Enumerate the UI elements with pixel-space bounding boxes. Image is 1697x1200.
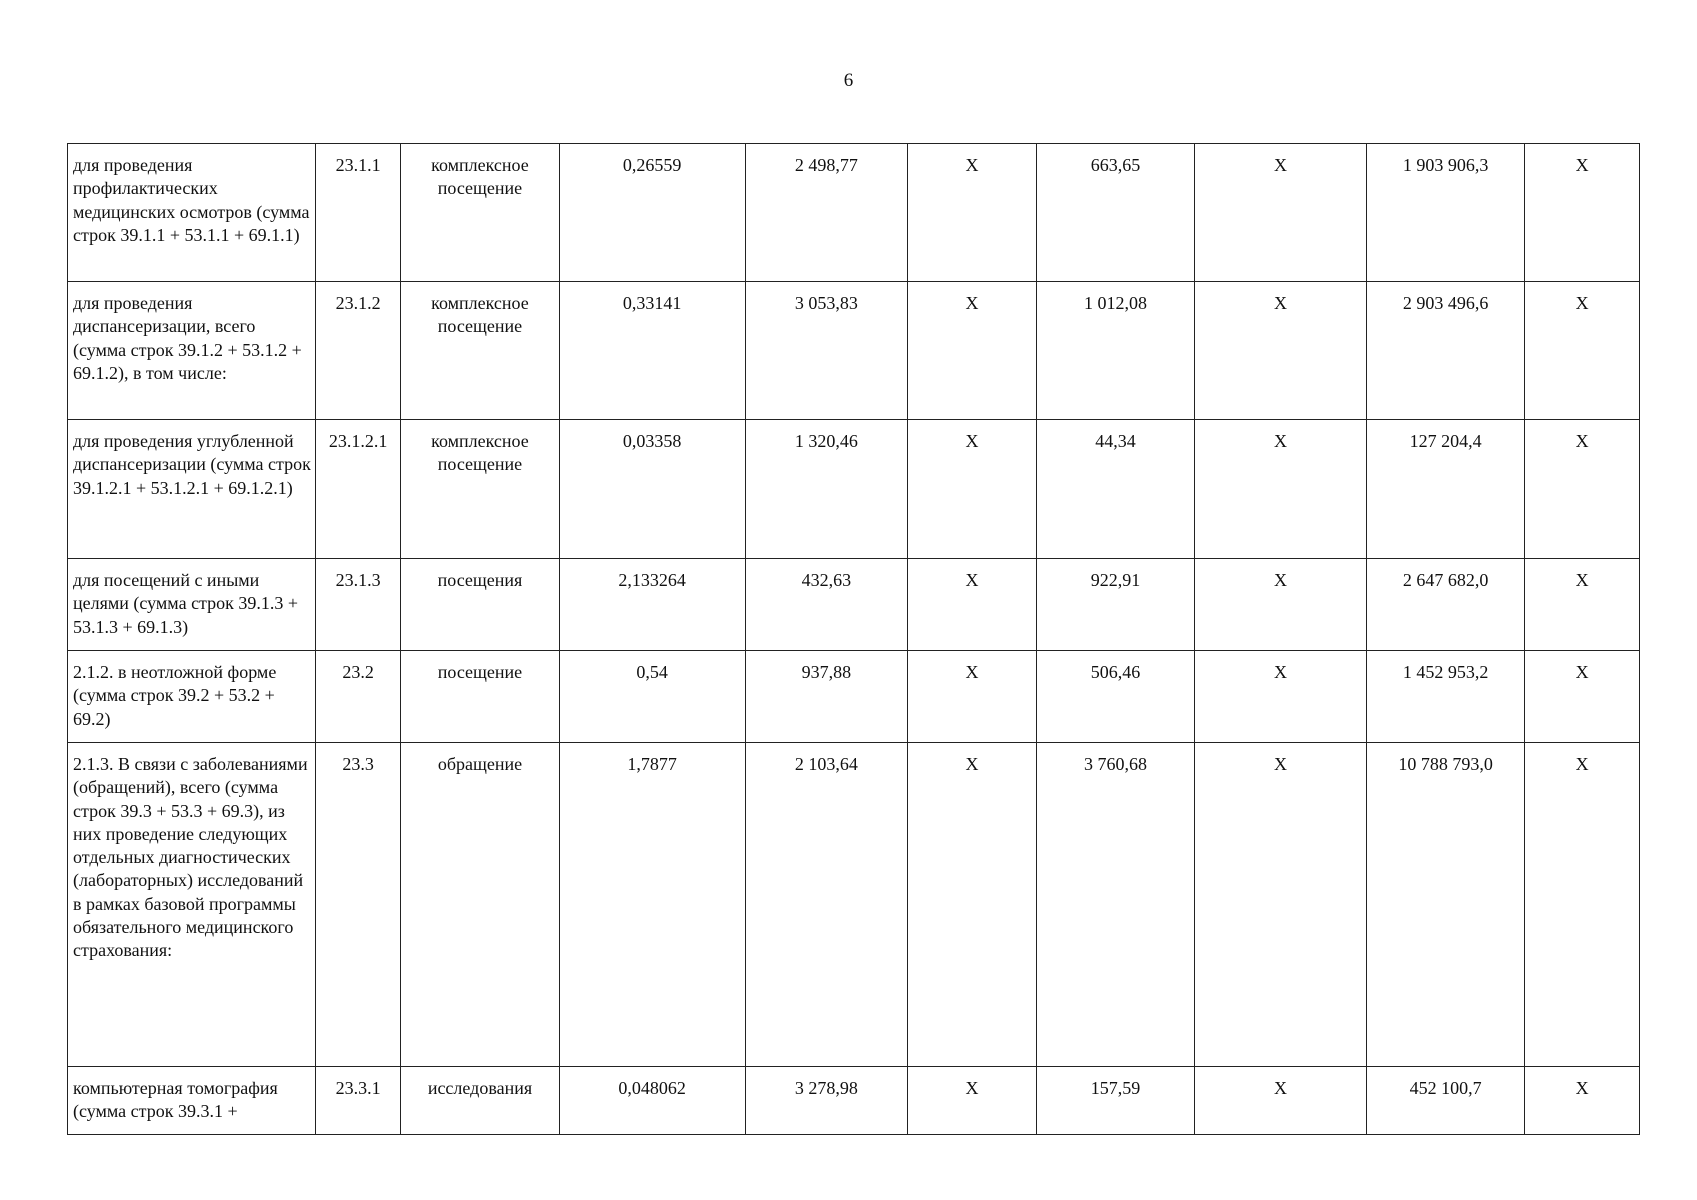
table-cell: 1,7877 xyxy=(559,743,745,1067)
table-cell: X xyxy=(1194,144,1366,282)
row-name-cell: для проведения диспансеризации, всего (сумма строк 39.1.2 + 53.1.2 + 69.1.2), в том числе: xyxy=(68,282,316,420)
table-cell: 0,03358 xyxy=(559,420,745,559)
table-cell: 2 647 682,0 xyxy=(1367,559,1525,651)
row-name-cell: для проведения углубленной диспансеризации (сумма строк 39.1.2.1 + 53.1.2.1 + 69.1.2.1) xyxy=(68,420,316,559)
table-cell: 44,34 xyxy=(1036,420,1194,559)
table-cell: 10 788 793,0 xyxy=(1367,743,1525,1067)
row-unit-cell: обращение xyxy=(401,743,559,1067)
row-name-cell: 2.1.2. в неотложной форме (сумма строк 39.2 + 53.2 + 69.2) xyxy=(68,651,316,743)
table-cell: 506,46 xyxy=(1036,651,1194,743)
table-cell: 0,26559 xyxy=(559,144,745,282)
row-unit-cell: комплексное посещение xyxy=(401,420,559,559)
row-code-cell: 23.2 xyxy=(315,651,401,743)
table-cell: 663,65 xyxy=(1036,144,1194,282)
page-number: 6 xyxy=(843,70,854,91)
row-code-cell: 23.3 xyxy=(315,743,401,1067)
table-cell: 0,33141 xyxy=(559,282,745,420)
table-cell: X xyxy=(1194,651,1366,743)
table-cell: 922,91 xyxy=(1036,559,1194,651)
table-row xyxy=(68,743,1640,1067)
row-unit-cell: комплексное посещение xyxy=(401,282,559,420)
row-name-cell: для проведения профилактических медицинских осмотров (сумма строк 39.1.1 + 53.1.1 + 69.1.1) xyxy=(68,144,316,282)
table-cell: 2 903 496,6 xyxy=(1367,282,1525,420)
table-cell: 3 760,68 xyxy=(1036,743,1194,1067)
table-cell: 3 278,98 xyxy=(745,1067,907,1135)
table-cell: 3 053,83 xyxy=(745,282,907,420)
row-unit-cell: комплексное посещение xyxy=(401,144,559,282)
row-code-cell: 23.1.2.1 xyxy=(315,420,401,559)
table-cell: X xyxy=(908,420,1037,559)
table-cell: 1 452 953,2 xyxy=(1367,651,1525,743)
table-cell: 937,88 xyxy=(745,651,907,743)
table-cell: X xyxy=(1525,1067,1640,1135)
data-table xyxy=(67,143,1640,1135)
table-row xyxy=(68,282,1640,420)
row-code-cell: 23.1.2 xyxy=(315,282,401,420)
table-cell: 452 100,7 xyxy=(1367,1067,1525,1135)
table-row xyxy=(68,1067,1640,1135)
row-unit-cell: посещение xyxy=(401,651,559,743)
table-cell: 0,048062 xyxy=(559,1067,745,1135)
table-cell: X xyxy=(1525,559,1640,651)
table-cell: 1 903 906,3 xyxy=(1367,144,1525,282)
table-cell: 127 204,4 xyxy=(1367,420,1525,559)
table-cell: X xyxy=(1525,420,1640,559)
table-cell: X xyxy=(908,282,1037,420)
table-cell: X xyxy=(1525,743,1640,1067)
table-cell: X xyxy=(1194,743,1366,1067)
table-cell: 157,59 xyxy=(1036,1067,1194,1135)
table-cell: X xyxy=(1525,282,1640,420)
table-row xyxy=(68,651,1640,743)
table-cell: 1 320,46 xyxy=(745,420,907,559)
table-cell: X xyxy=(1194,1067,1366,1135)
table-row xyxy=(68,144,1640,282)
table-cell: X xyxy=(908,743,1037,1067)
table-cell: X xyxy=(908,144,1037,282)
row-unit-cell: посещения xyxy=(401,559,559,651)
table-cell: 432,63 xyxy=(745,559,907,651)
table-cell: X xyxy=(908,559,1037,651)
row-code-cell: 23.3.1 xyxy=(315,1067,401,1135)
row-code-cell: 23.1.1 xyxy=(315,144,401,282)
row-name-cell: 2.1.3. В связи с заболеваниями (обращений), всего (сумма строк 39.3 + 53.3 + 69.3), из них проведение следующих отдельных диагностических (лабораторных) исследований в рамках базовой программы обязательного медицинского страхования: xyxy=(68,743,316,1067)
table-cell: 0,54 xyxy=(559,651,745,743)
row-code-cell: 23.1.3 xyxy=(315,559,401,651)
row-name-cell: компьютерная томография (сумма строк 39.3.1 + xyxy=(68,1067,316,1135)
row-unit-cell: исследования xyxy=(401,1067,559,1135)
table-cell: 2 498,77 xyxy=(745,144,907,282)
table-cell: X xyxy=(908,651,1037,743)
table-cell: 1 012,08 xyxy=(1036,282,1194,420)
table-cell: X xyxy=(1525,144,1640,282)
table-row xyxy=(68,559,1640,651)
table-row xyxy=(68,420,1640,559)
table-cell: X xyxy=(1194,559,1366,651)
table-cell: X xyxy=(908,1067,1037,1135)
table-cell: 2 103,64 xyxy=(745,743,907,1067)
row-name-cell: для посещений с иными целями (сумма строк 39.1.3 + 53.1.3 + 69.1.3) xyxy=(68,559,316,651)
table-cell: X xyxy=(1194,420,1366,559)
table-cell: 2,133264 xyxy=(559,559,745,651)
table-cell: X xyxy=(1525,651,1640,743)
table-cell: X xyxy=(1194,282,1366,420)
